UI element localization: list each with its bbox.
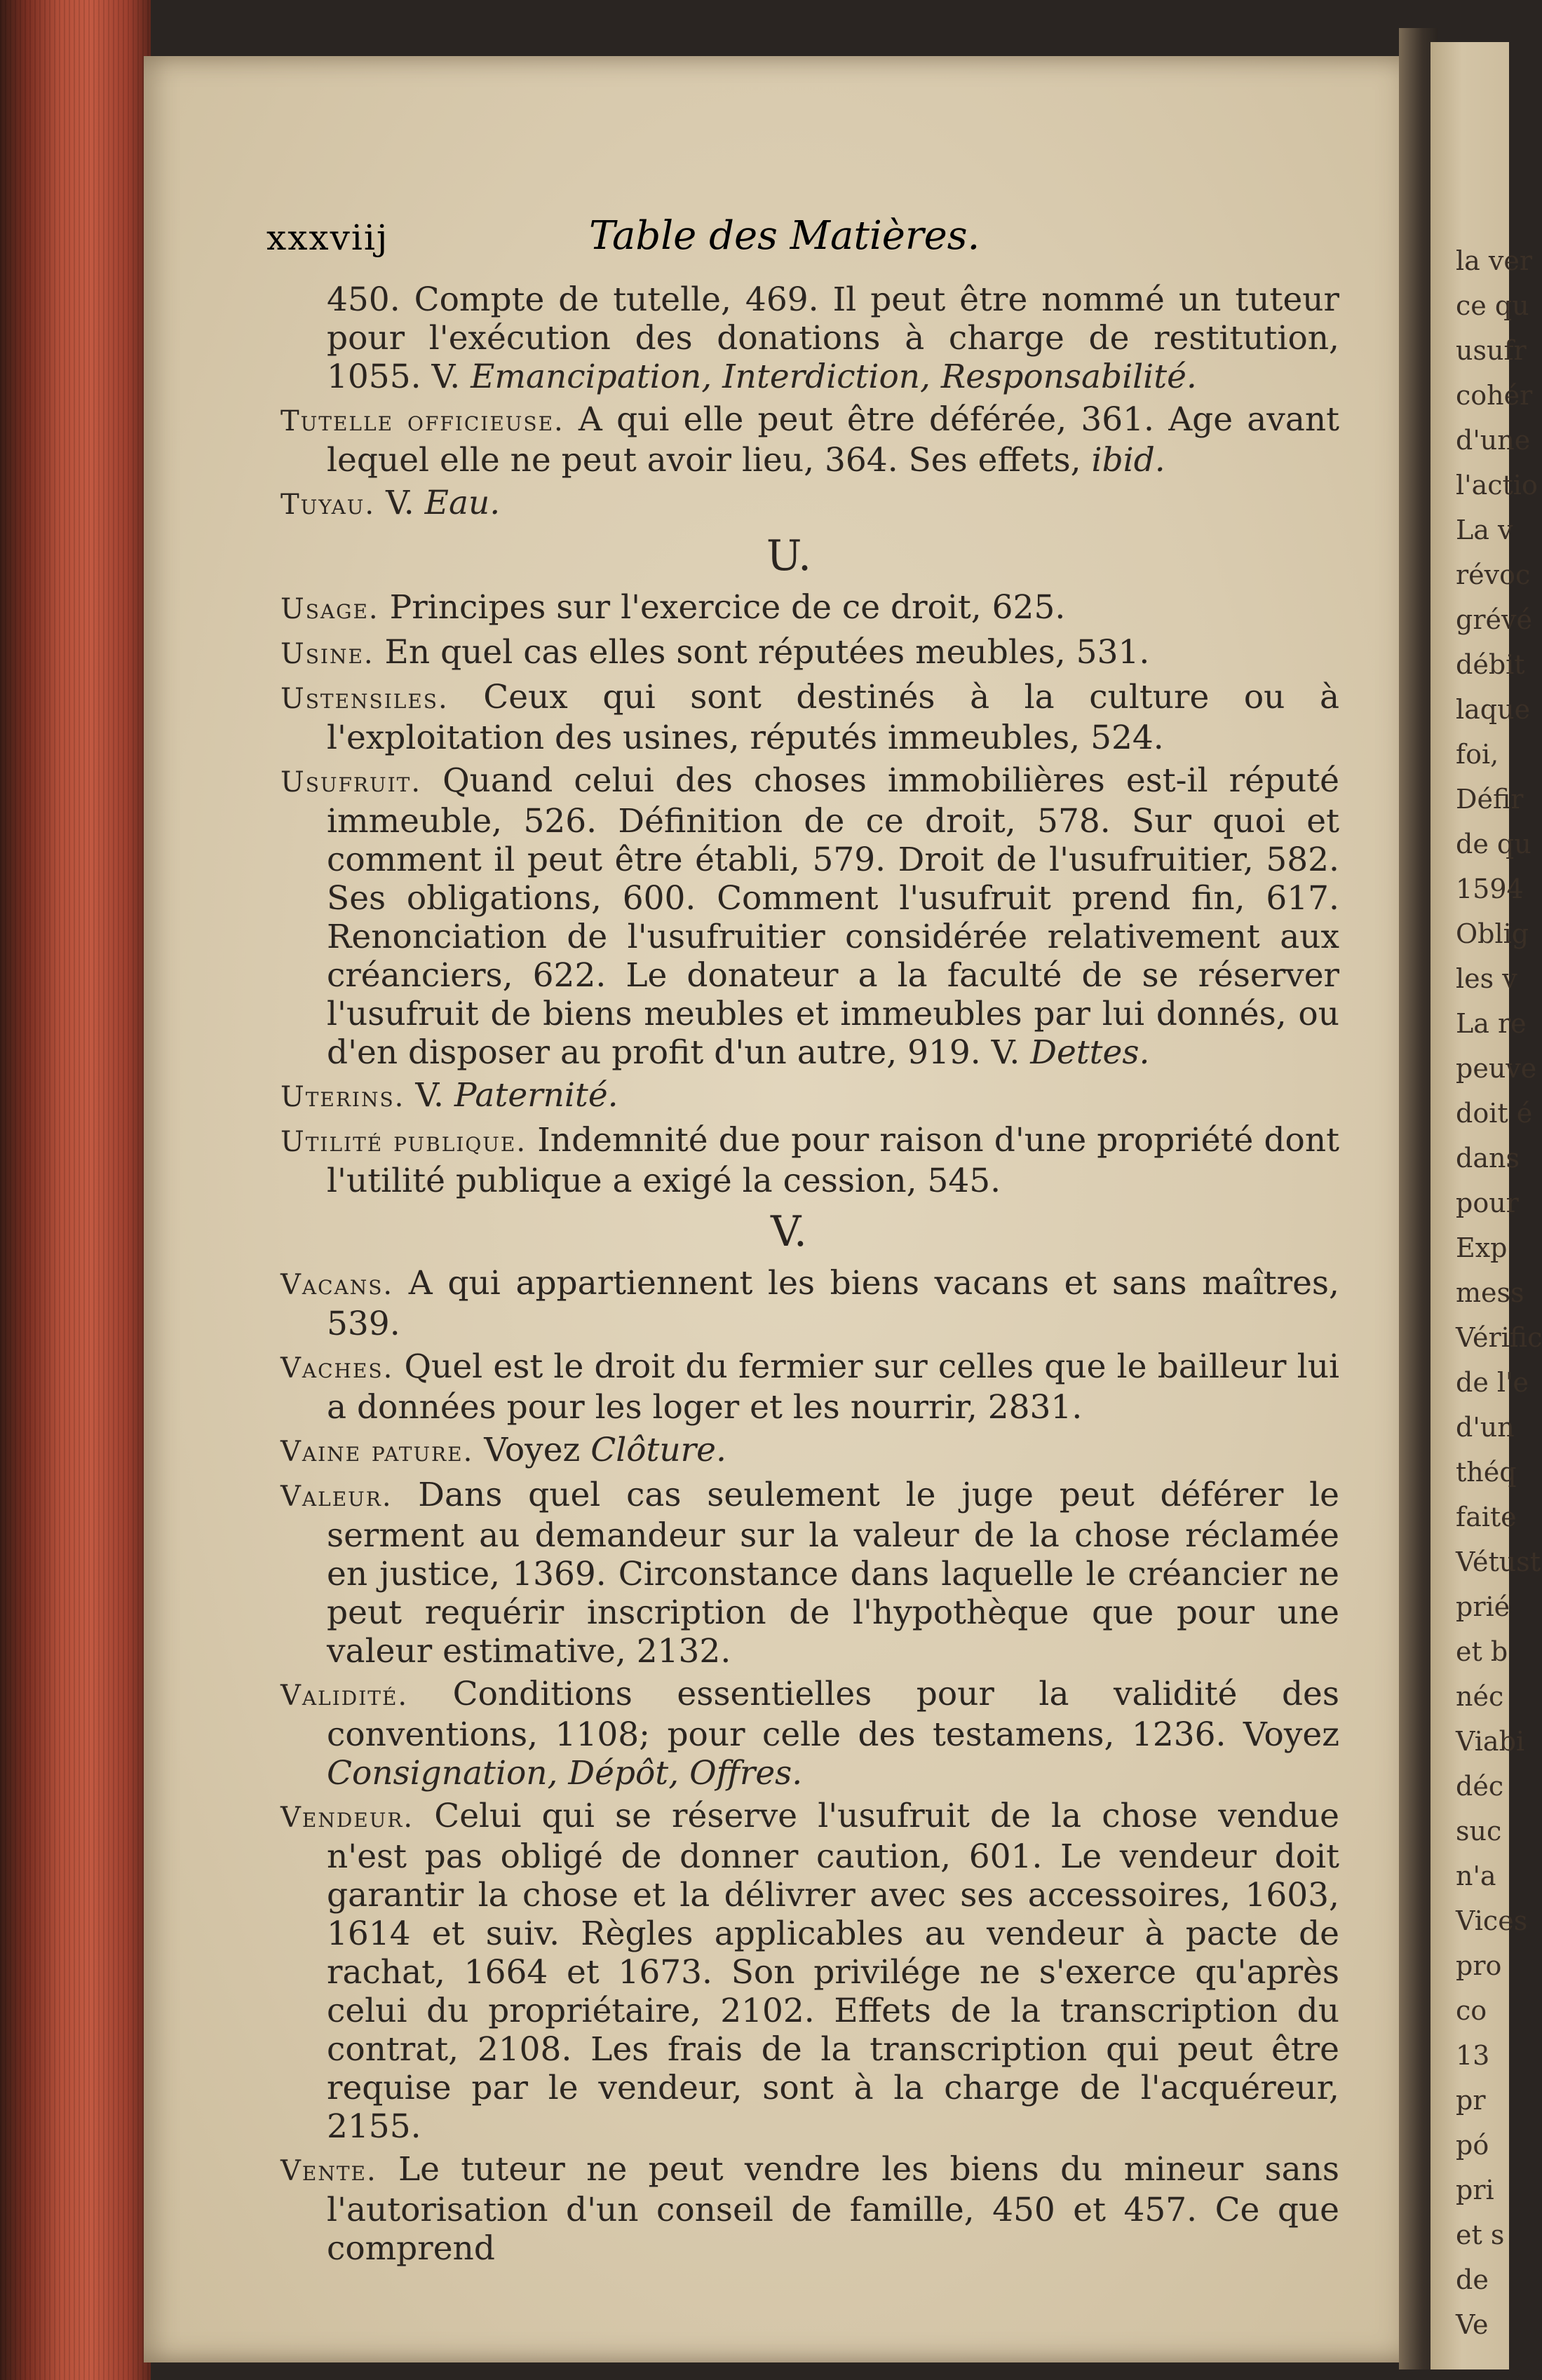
continued-entry: 450. Compte de tutelle, 469. Il peut être nommé un tuteur pour l'exécution des donations à charge de restitution, 1055. V. Emancipation, Interdiction, Responsabilité. (327, 280, 1339, 396)
entries-u (280, 588, 1339, 1200)
index-entry (280, 1121, 1339, 1200)
facing-page-line: mess (1456, 1277, 1524, 1308)
entry-text: Le tuteur ne peut vendre les biens du mineur sans l'autorisation d'un conseil de famille, 450 et 457. Ce que comprend (327, 2150, 1339, 2268)
facing-page-line: 13 (1456, 2040, 1490, 2071)
facing-page-line: Vices (1456, 1905, 1528, 1936)
facing-page-line: ce qu (1456, 290, 1529, 321)
facing-page-line: pro (1456, 1950, 1502, 1981)
index-entry (280, 1476, 1339, 1671)
entry-headword: Valeur. (280, 1481, 393, 1513)
index-entry (280, 2150, 1339, 2268)
running-title: Table des Matières. (589, 213, 980, 259)
facing-page-line: Défir (1456, 784, 1524, 815)
facing-page-line: Vétust (1456, 1546, 1541, 1577)
entry-text: Dans quel cas seulement le juge peut déférer le serment au demandeur sur la valeur de la chose réclamée en justice, 1369. Circonstance dans laquelle le créancier ne peut requérir inscription de l'hypothèque que pour une valeur estimative, 2132. (327, 1476, 1339, 1671)
index-body (280, 280, 1339, 2272)
facing-page-line: prié (1456, 1591, 1510, 1622)
facing-page-line: n'a (1456, 1861, 1496, 1891)
facing-page-line: Oblig (1456, 918, 1529, 949)
entry-headword: Usine. (280, 638, 374, 670)
facing-page-line: pr (1456, 2085, 1486, 2116)
facing-page-line: dans (1456, 1143, 1520, 1174)
facing-page-line: révoc (1456, 559, 1531, 590)
facing-page-line: Viabi (1456, 1726, 1525, 1757)
index-entry (280, 484, 1339, 524)
index-entry (280, 1347, 1339, 1427)
index-entry (280, 1797, 1339, 2146)
facing-page-line: théq (1456, 1457, 1517, 1488)
facing-page-line: déc (1456, 1771, 1504, 1802)
facing-page-line: pó (1456, 2130, 1489, 2161)
facing-page-line: de (1456, 2264, 1489, 2295)
facing-page-line: débit (1456, 649, 1525, 680)
facing-page-line: Vérific (1456, 1322, 1542, 1353)
facing-page-line: laque (1456, 694, 1531, 725)
entry-headword: Uterins. (280, 1081, 405, 1113)
index-entry (280, 1264, 1339, 1343)
entry-headword: Vaches. (280, 1352, 394, 1385)
facing-page-line: pri (1456, 2175, 1494, 2205)
section-letter-v: V. (771, 1207, 807, 1256)
entry-text: Conditions essentielles pour la validité des conventions, 1108; pour celle des testamens, 1236. Voyez (327, 1675, 1339, 1754)
entry-headword: Usage. (280, 593, 379, 625)
entry-text: Quel est le droit du fermier sur celles que le bailleur lui a données pour les loger et les nourrir, 2831. (327, 1347, 1339, 1427)
index-entry (280, 588, 1339, 629)
facing-page-line: de l'e (1456, 1367, 1529, 1398)
index-entry (280, 1076, 1339, 1117)
entries-t (280, 400, 1339, 524)
facing-page-line: 1594 (1456, 873, 1524, 904)
index-entry (280, 1431, 1339, 1471)
book-page-edges (0, 0, 151, 2380)
entry-text: A qui appartiennent les biens vacans et sans maîtres, 539. (327, 1264, 1339, 1343)
entry-text: Quand celui des choses immobilières est-il réputé immeuble, 526. Définition de ce droit, 578. Sur quoi et comment il peut être établi, 579. Droit de l'usufruitier, 582. Ses obligations, 600. Comment l'usufruit prend fin, 617. Renonciation de l'usufruitier considérée relativement aux créanciers, 622. Le donateur a la faculté de se réserver l'usufruit de biens meubles et immeubles par lui donnés, ou d'en disposer au profit d'un autre, 919. V. (327, 761, 1339, 1072)
entry-text: Celui qui se réserve l'usufruit de la chose vendue n'est pas obligé de donner caution, 601. Le vendeur doit garantir la chose et la délivrer avec ses accessoires, 1603, 1614 et suiv. Règles applicables au vendeur à pacte de rachat, 1664 et 1673. Son privilége ne s'exerce qu'après celui du propriétaire, 2102. Effets de la transcription du contrat, 2108. Les frais de la transcription qui peut être requise par le vendeur, sont à la charge de l'acquéreur, 2155. (327, 1797, 1339, 2146)
facing-page-line: suc (1456, 1816, 1502, 1847)
facing-page-line: foi, (1456, 739, 1499, 770)
entry-text: Ceux qui sont destinés à la culture ou à l'exploitation des usines, réputés immeubles, 524. (327, 678, 1339, 757)
entry-headword: Vaine pature. (280, 1436, 474, 1468)
entry-reference: Eau. (424, 484, 501, 522)
facing-page-line: les v (1456, 963, 1517, 994)
index-entry (280, 761, 1339, 1072)
facing-page-line: doit é (1456, 1098, 1533, 1129)
facing-page-line: Ve (1456, 2309, 1489, 2340)
entry-text: V. (405, 1076, 454, 1115)
facing-page-line: d'une (1456, 425, 1531, 456)
entry-text: En quel cas elles sont réputées meubles, 531. (374, 633, 1150, 672)
facing-page-line: d'un (1456, 1412, 1515, 1443)
facing-page-line: et s (1456, 2219, 1505, 2250)
facing-page-line: néc (1456, 1681, 1504, 1712)
facing-page-line: La v (1456, 515, 1513, 545)
index-entry (280, 1675, 1339, 1793)
entry-headword: Utilité publique. (280, 1126, 527, 1158)
entry-headword: Tuyau. (280, 489, 376, 521)
facing-page-line: La re (1456, 1008, 1527, 1039)
page-header (266, 213, 1332, 273)
entry-headword: Vacans. (280, 1269, 394, 1301)
index-entry (280, 678, 1339, 757)
entry-text: A qui elle peut être déférée, 361. Age avant lequel elle ne peut avoir lieu, 364. Ses effets, (327, 400, 1339, 480)
entry-headword: Usufruit. (280, 766, 422, 798)
entry-text: Indemnité due pour raison d'une propriété dont l'utilité publique a exigé la cession, 545. (327, 1121, 1339, 1200)
entry-text: Principes sur l'exercice de ce droit, 625. (379, 588, 1066, 627)
entry-headword: Tutelle officieuse. (280, 405, 564, 437)
entry-reference: Clôture. (590, 1431, 726, 1469)
facing-page-line: et b (1456, 1636, 1508, 1667)
entry-headword: Validité. (280, 1680, 409, 1712)
facing-page-line: usufr (1456, 335, 1527, 366)
index-entry (280, 400, 1339, 480)
facing-page-line: grévé (1456, 604, 1532, 635)
facing-page-line: pour (1456, 1188, 1519, 1218)
facing-page-line: co (1456, 1995, 1487, 2026)
facing-page-line: l'actio (1456, 470, 1538, 501)
facing-page-line: peuve (1456, 1053, 1537, 1084)
section-letter-u: U. (766, 531, 812, 580)
entry-headword: Ustensiles. (280, 683, 449, 715)
entry-reference: ibid. (1091, 441, 1165, 480)
facing-page-line: cohér (1456, 380, 1533, 411)
facing-page-line: la ver (1456, 245, 1533, 276)
facing-page-fragment (1431, 42, 1542, 2369)
entry-text: V. (375, 484, 425, 522)
entry-reference: Consignation, Dépôt, Offres. (327, 1754, 803, 1793)
index-entry (280, 633, 1339, 674)
entry-headword: Vente. (280, 2155, 377, 2187)
facing-page-line: faite (1456, 1502, 1517, 1532)
facing-page-line: de qu (1456, 829, 1531, 859)
entry-headword: Vendeur. (280, 1802, 414, 1834)
page-number: xxxviij (266, 217, 389, 258)
entry-reference: Dettes. (1030, 1033, 1150, 1072)
entry-text: Voyez (473, 1431, 591, 1469)
entry-reference: Paternité. (454, 1076, 618, 1115)
entries-v (280, 1264, 1339, 2268)
facing-page-line: Exp (1456, 1232, 1508, 1263)
